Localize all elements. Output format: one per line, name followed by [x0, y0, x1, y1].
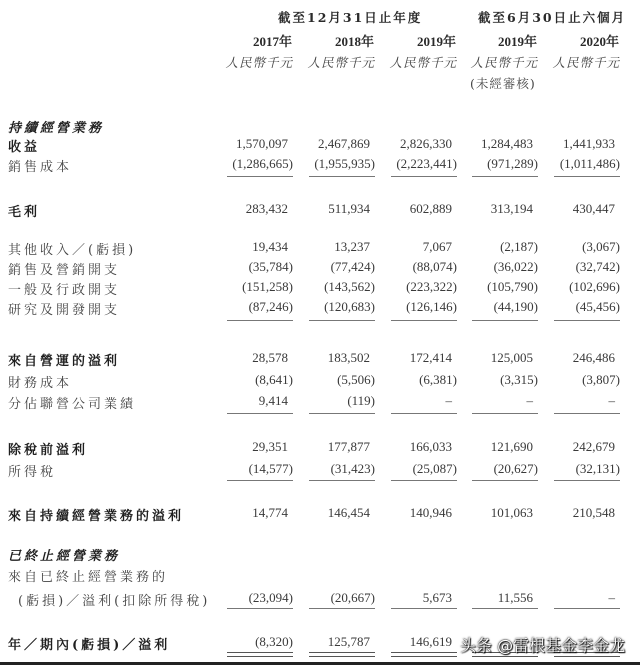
cell-2020-h1: 1,441,933: [563, 136, 615, 151]
subtotal-underline: [227, 320, 293, 321]
subtotal-underline: [309, 480, 375, 481]
subtotal-underline: [227, 608, 293, 609]
subtotal-underline: [554, 413, 620, 414]
cell-2019: 172,414: [409, 350, 452, 365]
cell-2019: (6,381): [419, 372, 457, 387]
row-label: 已終止經營業務: [8, 549, 121, 564]
cell-2019-h1: –: [526, 393, 533, 408]
header-unit: 人民幣千元: [389, 55, 457, 70]
cell-2019: –: [445, 393, 452, 408]
table-row-gross-profit: [0, 201, 640, 221]
header-half-year-group: 截至6月30日止六個月: [478, 10, 627, 25]
cell-2018: 177,877: [327, 439, 370, 454]
subtotal-underline: [227, 176, 293, 177]
cell-2019-h1: 101,063: [490, 505, 533, 520]
table-row-admin-expenses: [0, 279, 640, 299]
subtotal-underline: [309, 413, 375, 414]
header-year-2017: 2017年: [252, 34, 292, 49]
subtotal-underline: [554, 480, 620, 481]
cell-2020-h1: (102,696): [569, 279, 620, 294]
cell-2018: (1,955,935): [314, 156, 375, 171]
cell-2017: (14,577): [248, 461, 293, 476]
cell-2018: (20,667): [330, 590, 375, 605]
cell-2019-h1: 121,690: [490, 439, 533, 454]
cell-2017: (23,094): [248, 590, 293, 605]
header-full-year-group: 截至12月31日止年度: [278, 10, 423, 25]
header-year-2019-h1: 2019年: [497, 34, 537, 49]
cell-2017: 9,414: [258, 393, 288, 408]
subtotal-underline: [309, 608, 375, 609]
row-label: 年／期內(虧損)／溢利: [8, 638, 171, 653]
cell-2019-h1: (105,790): [487, 279, 538, 294]
row-label: 來自營運的溢利: [8, 354, 121, 369]
cell-2019: (2,223,441): [396, 156, 457, 171]
cell-2020-h1: 430,447: [572, 201, 615, 216]
subtotal-underline: [472, 480, 538, 481]
row-label: 所得稅: [8, 465, 57, 480]
cell-2017: (8,641): [255, 372, 293, 387]
subtotal-underline: [227, 480, 293, 481]
cell-2020-h1: (32,742): [575, 259, 620, 274]
row-label: 研究及開發開支: [8, 303, 121, 318]
row-label: 一般及行政開支: [8, 283, 121, 298]
row-label: 持續經營業務: [8, 121, 105, 136]
cell-2019-h1: (971,289): [487, 156, 538, 171]
table-row-income-tax: [0, 461, 640, 481]
cell-2017: (8,320): [255, 634, 293, 649]
subtotal-underline: [391, 176, 457, 177]
subtotal-underline: [472, 608, 538, 609]
cell-2017: 28,578: [252, 350, 288, 365]
subtotal-underline: [391, 480, 457, 481]
header-year-2018: 2018年: [334, 34, 374, 49]
subtotal-underline: [472, 176, 538, 177]
header-unit: 人民幣千元: [225, 55, 293, 70]
row-label: (虧損)／溢利(扣除所得稅): [18, 594, 211, 609]
cell-2019-h1: 313,194: [490, 201, 533, 216]
subtotal-underline: [554, 608, 620, 609]
cell-2018: (31,423): [330, 461, 375, 476]
subtotal-underline: [472, 320, 538, 321]
table-row-cost-of-sales: [0, 156, 640, 176]
row-label: 毛利: [8, 205, 41, 220]
cell-2017: 283,432: [245, 201, 288, 216]
table-row-profit-continuing-ops: [0, 505, 640, 525]
table-row-selling-expenses: [0, 259, 640, 279]
row-label: 銷售及營銷開支: [8, 263, 121, 278]
subtotal-underline: [227, 413, 293, 414]
cell-2017: (35,784): [248, 259, 293, 274]
cell-2019-h1: (44,190): [493, 299, 538, 314]
cell-2020-h1: 210,548: [572, 505, 615, 520]
cell-2018: (143,562): [324, 279, 375, 294]
table-row-share-of-associates: [0, 393, 640, 413]
cell-2018: (77,424): [330, 259, 375, 274]
header-year-2020-h1: 2020年: [579, 34, 619, 49]
row-label: 銷售成本: [8, 160, 73, 175]
subtotal-underline: [472, 413, 538, 414]
cell-2017: 14,774: [252, 505, 288, 520]
cell-2019: 7,067: [422, 239, 452, 254]
cell-2018: (119): [347, 393, 375, 408]
total-double-underline: [391, 652, 457, 657]
table-row-revenue: [0, 136, 640, 156]
cell-2018: 125,787: [327, 634, 370, 649]
cell-2017: 1,570,097: [236, 136, 288, 151]
cell-2019: 140,946: [409, 505, 452, 520]
cell-2018: (120,683): [324, 299, 375, 314]
header-unit: 人民幣千元: [552, 55, 620, 70]
table-row-other-income: [0, 239, 640, 259]
subtotal-underline: [391, 320, 457, 321]
row-label: 財務成本: [8, 376, 73, 391]
cell-2019-h1: 11,556: [497, 590, 533, 605]
cell-2019-h1: 125,005: [490, 350, 533, 365]
cell-2020-h1: 242,679: [572, 439, 615, 454]
cell-2018: 2,467,869: [318, 136, 370, 151]
cell-2019-h1: (2,187): [500, 239, 538, 254]
row-label: 除稅前溢利: [8, 443, 89, 458]
row-label: 來自持續經營業務的溢利: [8, 509, 185, 524]
subtotal-underline: [391, 413, 457, 414]
cell-2020-h1: 246,486: [572, 350, 615, 365]
cell-2019-h1: 1,284,483: [481, 136, 533, 151]
cell-2019-h1: (3,315): [500, 372, 538, 387]
cell-2018: 13,237: [334, 239, 370, 254]
subtotal-underline: [309, 320, 375, 321]
header-year-2019: 2019年: [416, 34, 456, 49]
subtotal-underline: [554, 320, 620, 321]
cell-2019: (88,074): [412, 259, 457, 274]
total-double-underline: [227, 652, 293, 657]
cell-2020-h1: (3,807): [582, 372, 620, 387]
cell-2020-h1: –: [608, 590, 615, 605]
cell-2019-h1: (20,627): [493, 461, 538, 476]
cell-2017: 19,434: [252, 239, 288, 254]
subtotal-underline: [391, 608, 457, 609]
row-label: 來自已終止經營業務的: [8, 570, 169, 585]
header-unaudited-note: (未經審核): [470, 76, 536, 91]
cell-2017: (151,258): [242, 279, 293, 294]
cell-2019: (126,146): [406, 299, 457, 314]
cell-2019: 2,826,330: [400, 136, 452, 151]
cell-2018: 183,502: [327, 350, 370, 365]
row-label: 其他收入／(虧損): [8, 243, 137, 258]
subtotal-underline: [554, 176, 620, 177]
cell-2017: (87,246): [248, 299, 293, 314]
table-row-rd-expenses: [0, 299, 640, 319]
header-unit: 人民幣千元: [470, 55, 538, 70]
cell-2020-h1: (45,456): [575, 299, 620, 314]
cell-2019: (223,322): [406, 279, 457, 294]
cell-2018: 146,454: [327, 505, 370, 520]
table-row-profit-before-tax: [0, 439, 640, 459]
cell-2019: 166,033: [409, 439, 452, 454]
table-row-discontinued-ops-result: [0, 590, 640, 610]
table-row-discontinued-ops-heading: [0, 545, 640, 565]
total-double-underline: [309, 652, 375, 657]
table-row-finance-costs: [0, 372, 640, 392]
table-row-operating-profit: [0, 350, 640, 370]
cell-2020-h1: (1,011,486): [559, 156, 620, 171]
watermark: 头条 @雷根基金李金龙: [460, 636, 626, 655]
cell-2019: (25,087): [412, 461, 457, 476]
row-label: 收益: [8, 140, 41, 155]
row-label: 分佔聯營公司業績: [8, 397, 137, 412]
cell-2020-h1: –: [608, 393, 615, 408]
cell-2018: 511,934: [328, 201, 370, 216]
cell-2019: 5,673: [422, 590, 452, 605]
subtotal-underline: [309, 176, 375, 177]
table-row-discontinued-ops-line1: [0, 566, 640, 586]
cell-2020-h1: (3,067): [582, 239, 620, 254]
cell-2017: (1,286,665): [232, 156, 293, 171]
cell-2019-h1: (36,022): [493, 259, 538, 274]
cell-2019: 602,889: [409, 201, 452, 216]
cell-2019: 146,619: [409, 634, 452, 649]
cell-2020-h1: (32,131): [575, 461, 620, 476]
header-unit: 人民幣千元: [307, 55, 375, 70]
cell-2017: 29,351: [252, 439, 288, 454]
table-row-continuing-ops-heading: [0, 117, 640, 137]
cell-2018: (5,506): [337, 372, 375, 387]
